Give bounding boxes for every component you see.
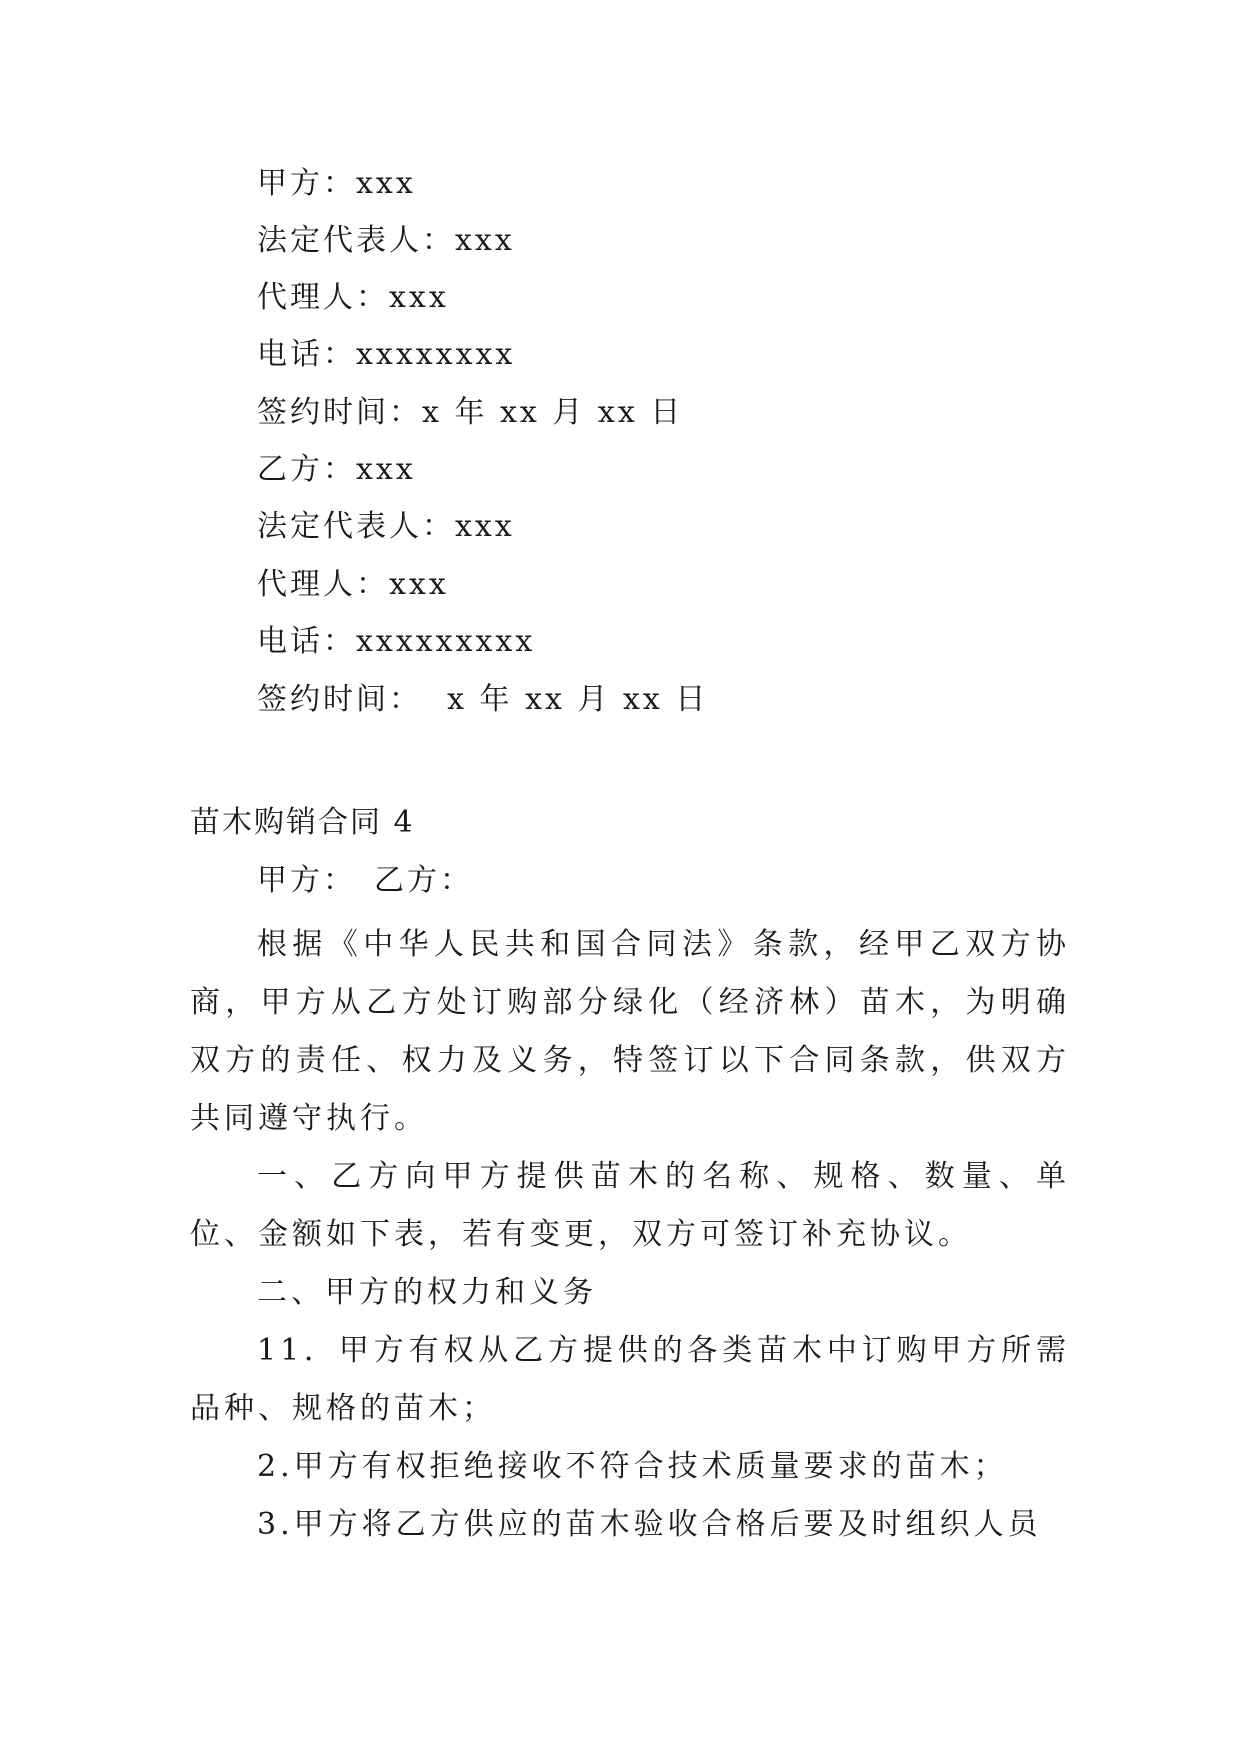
party-b-phone-label: 电话： bbox=[257, 624, 356, 659]
party-b-agent-label: 代理人： bbox=[257, 567, 389, 602]
party-b-phone-value: xxxxxxxxx bbox=[356, 624, 536, 659]
party-b-sign-date-value: x 年 xx 月 xx 日 bbox=[422, 682, 709, 717]
party-a-sign-date-value: x 年 xx 月 xx 日 bbox=[422, 395, 684, 430]
party-a-legal-rep-label: 法定代表人： bbox=[257, 223, 455, 258]
party-a-line bbox=[257, 164, 416, 204]
party-a-phone-line bbox=[257, 335, 515, 375]
contract-body bbox=[190, 916, 1070, 1554]
party-b-legal-rep-value: xxx bbox=[455, 509, 515, 544]
paragraph-clause-2-item-2: 2.甲方有权拒绝接收不符合技术质量要求的苗木； bbox=[257, 1449, 1008, 1484]
party-b-legal-rep-label: 法定代表人： bbox=[257, 509, 455, 544]
party-b-sign-date-line bbox=[257, 680, 708, 720]
party-b-agent-value: xxx bbox=[389, 567, 449, 602]
party-a-legal-rep-value: xxx bbox=[455, 223, 515, 258]
party-a-phone-value: xxxxxxxx bbox=[356, 337, 516, 372]
party-a-agent-value: xxx bbox=[389, 280, 449, 315]
party-b-line bbox=[257, 450, 416, 490]
party-a-sign-date-label: 签约时间： bbox=[257, 395, 422, 430]
contract-title: 苗木购销合同 4 bbox=[190, 805, 415, 840]
paragraph-clause-1: 一、乙方向甲方提供苗木的名称、规格、数量、单位、金额如下表，若有变更，双方可签订补充协议。 bbox=[190, 1159, 1070, 1252]
party-a-agent-label: 代理人： bbox=[257, 280, 389, 315]
paragraph-clause-2-heading: 二、甲方的权力和义务 bbox=[257, 1275, 597, 1310]
paragraph-clause-2-item-3: 3.甲方将乙方供应的苗木验收合格后要及时组织人员 bbox=[257, 1507, 1042, 1542]
party-b-value: xxx bbox=[356, 452, 416, 487]
party-a-label: 甲方： bbox=[257, 166, 356, 201]
party-a-legal-rep-line bbox=[257, 221, 515, 261]
party-b-label: 乙方： bbox=[257, 452, 356, 487]
party-b-phone-line bbox=[257, 622, 535, 662]
party-a-agent-line bbox=[257, 278, 449, 318]
paragraph-preamble: 根据《中华人民共和国合同法》条款，经甲乙双方协商，甲方从乙方处订购部分绿化（经济林）苗木，为明确双方的责任、权力及义务，特签订以下合同条款，供双方共同遵守执行。 bbox=[190, 927, 1070, 1136]
party-b-sign-date-label: 签约时间： bbox=[257, 682, 422, 717]
party-a-value: xxx bbox=[356, 166, 416, 201]
party-a-sign-date-line bbox=[257, 393, 683, 433]
party-b-agent-line bbox=[257, 565, 449, 605]
party-b-legal-rep-line bbox=[257, 507, 515, 547]
paragraph-clause-2-item-1: 11．甲方有权从乙方提供的各类苗木中订购甲方所需品种、规格的苗木； bbox=[190, 1333, 1070, 1426]
party-a-phone-label: 电话： bbox=[257, 337, 356, 372]
contract-parties-line: 甲方： 乙方： bbox=[257, 863, 473, 898]
